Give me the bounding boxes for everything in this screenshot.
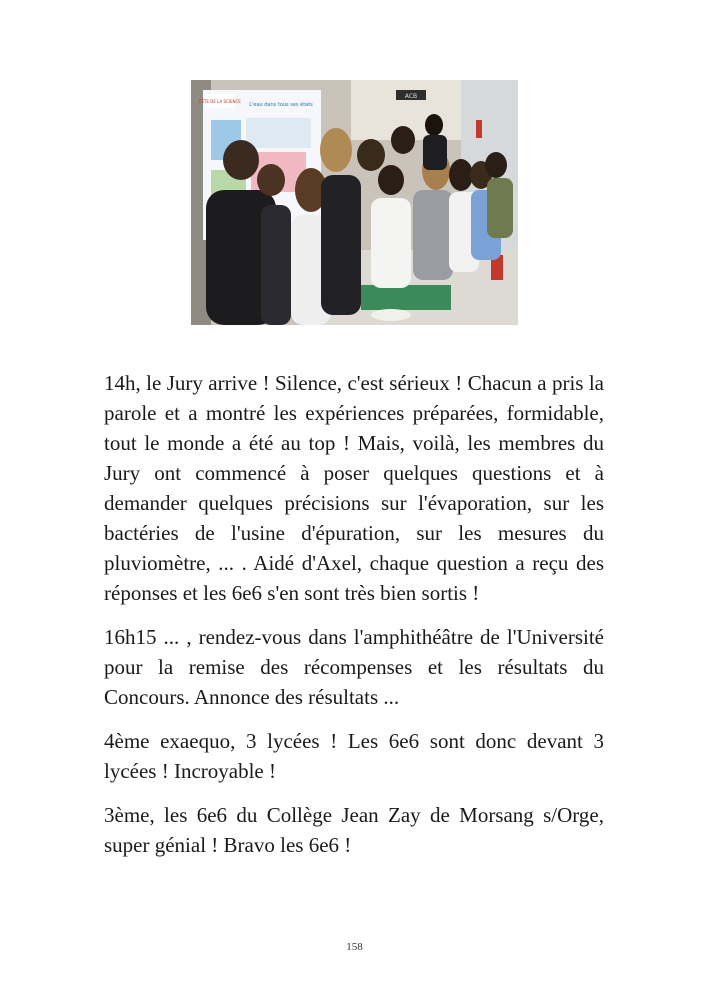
paragraph: 3ème, les 6e6 du Collège Jean Zay de Morsang s/Orge, super génial ! Bravo les 6e6 ! [104,803,604,857]
poster-logo: FÊTE DE LA SCIENCE [199,99,241,104]
class-photo [191,80,518,325]
paragraph: 16h15 ... , rendez-vous dans l'amphithéâtre de l'Université pour la remise des récompenses et les résultats du Concours. Annonce des résultats ... [104,625,604,709]
body-text [104,368,604,874]
paragraph: 14h, le Jury arrive ! Silence, c'est sérieux ! Chacun a pris la parole et a montré les expériences préparées, formidable, tout le monde a été au top ! Mais, voilà, les membres du Jury ont commencé à poser quelques questions et à demander quelques précisions sur l'évaporation, sur les bactéries de l'usine d'épuration, sur les mesures du pluviomètre, ... . Aidé d'Axel, chaque question a reçu des réponses et les 6e6 s'en sont très bien sortis ! [104,371,604,605]
page-number: 158 [346,941,363,953]
poster-title: L'eau dans tous ses états [249,102,313,108]
sign-text: ACB [404,93,418,100]
paragraph: 4ème exaequo, 3 lycées ! Les 6e6 sont donc devant 3 lycées ! Incroyable ! [104,729,604,783]
